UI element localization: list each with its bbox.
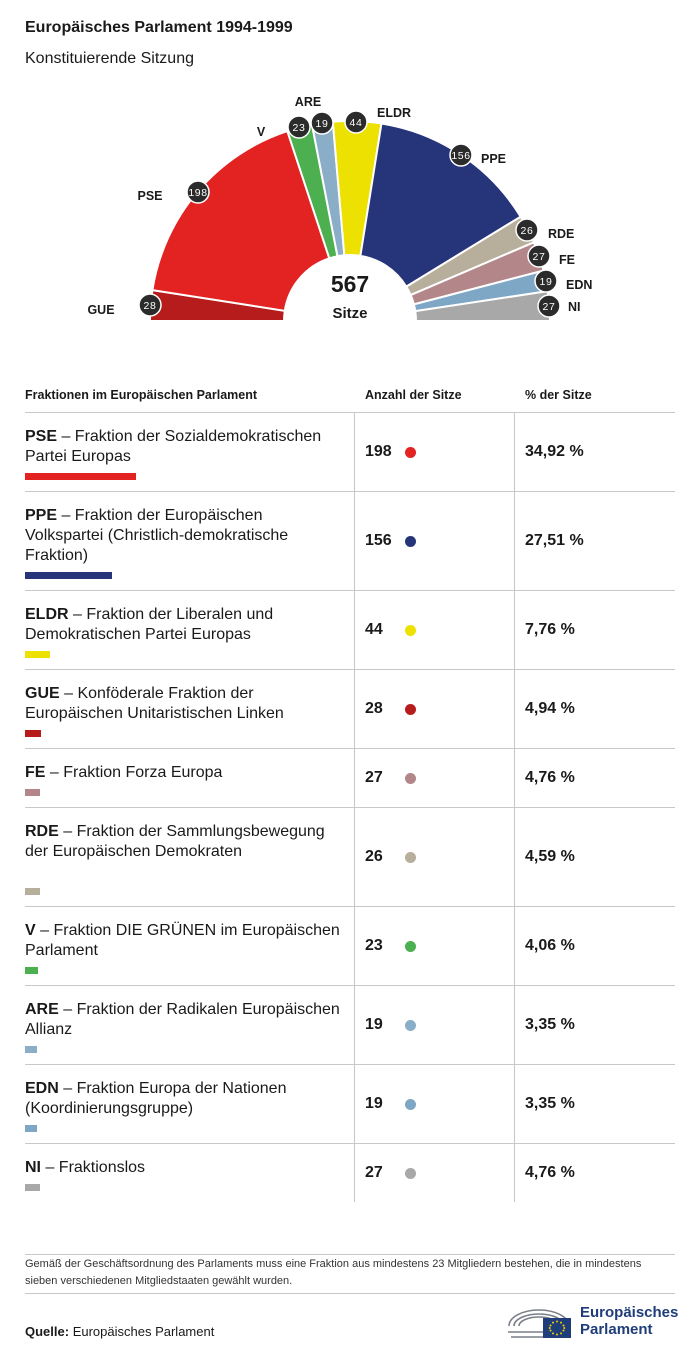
header-seats: Anzahl der Sitze [365, 388, 462, 402]
share-bar [25, 651, 50, 658]
seat-count: 19 [365, 1095, 383, 1112]
group-label: PSE [137, 189, 163, 203]
footer-divider [25, 1254, 675, 1255]
group-color-dot [405, 625, 416, 636]
ep-logo [505, 1302, 680, 1342]
share-bar [25, 572, 112, 579]
table-row [25, 591, 675, 670]
seat-badge-value: 19 [315, 118, 329, 130]
seat-count: 27 [365, 1164, 383, 1181]
total-seats-label: Sitze [332, 305, 368, 322]
group-name: – Fraktion der Sozialdemokratischen Partei Europas [25, 428, 322, 465]
group-description [25, 921, 345, 961]
seat-percent: 4,76 % [525, 769, 575, 786]
seat-count: 26 [365, 848, 383, 865]
group-name: – Fraktion DIE GRÜNEN im Europäischen Parlament [25, 922, 340, 959]
group-abbr: RDE [25, 823, 59, 840]
group-abbr: GUE [25, 685, 60, 702]
group-name: – Fraktion der Sammlungsbewegung der Europäischen Demokraten [25, 823, 325, 860]
seat-count: 28 [365, 700, 383, 717]
group-label: RDE [548, 227, 575, 241]
source-label: Quelle: [25, 1324, 70, 1339]
group-name: – Fraktionslos [41, 1159, 146, 1176]
share-bar [25, 473, 136, 480]
table-row [25, 986, 675, 1065]
group-description [25, 1079, 345, 1119]
footnote: Gemäß der Geschäftsordnung des Parlaments muss eine Fraktion aus mindestens 23 Mitgliedern bestehen, die in mindestens sieben verschiedenen Mitgliedstaaten gewählt wurden. [25, 1258, 642, 1287]
seat-badge-value: 19 [539, 276, 553, 288]
logo-wordmark [580, 1304, 678, 1338]
group-abbr: FE [25, 764, 46, 781]
seat-percent: 34,92 % [525, 443, 584, 460]
group-description [25, 763, 345, 783]
table-row [25, 492, 675, 591]
page-title: Europäisches Parlament 1994-1999 [25, 19, 293, 36]
group-abbr: EDN [25, 1080, 59, 1097]
group-description [25, 605, 345, 645]
seat-percent: 4,59 % [525, 848, 575, 865]
seat-badge-value: 44 [349, 117, 363, 129]
group-abbr: NI [25, 1159, 41, 1176]
group-color-dot [405, 852, 416, 863]
group-abbr: PSE [25, 428, 58, 445]
header-percent: % der Sitze [525, 388, 592, 402]
group-name: – Fraktion Europa der Nationen (Koordinierungsgruppe) [25, 1080, 287, 1117]
seat-badge-value: 23 [292, 122, 306, 134]
seat-badge-value: 28 [143, 300, 157, 312]
seat-percent: 4,06 % [525, 937, 575, 954]
footer-divider [25, 1293, 675, 1294]
group-color-dot [405, 536, 416, 547]
group-abbr: PPE [25, 507, 58, 524]
group-abbr: V [25, 922, 36, 939]
ep-hemicycle-logo-icon [505, 1302, 575, 1342]
source-value: Europäisches Parlament [69, 1324, 215, 1339]
hemicycle-chart [0, 85, 700, 335]
group-description [25, 1000, 345, 1040]
group-description [25, 684, 345, 724]
group-name: – Fraktion der Radikalen Europäischen Allianz [25, 1001, 340, 1038]
logo-line-2: Parlament [580, 1321, 653, 1338]
table-row [25, 670, 675, 749]
logo-line-1: Europäisches [580, 1304, 679, 1321]
seat-percent: 7,76 % [525, 621, 575, 638]
group-label: FE [559, 253, 575, 267]
group-color-dot [405, 1020, 416, 1031]
share-bar [25, 1184, 40, 1191]
seat-percent: 4,76 % [525, 1164, 575, 1181]
group-abbr: ARE [25, 1001, 59, 1018]
group-abbr: ELDR [25, 606, 69, 623]
source [25, 1324, 214, 1339]
share-bar [25, 789, 40, 796]
group-label: PPE [481, 152, 507, 166]
share-bar [25, 730, 41, 737]
seat-count: 19 [365, 1016, 383, 1033]
group-description [25, 1158, 345, 1178]
seat-badge-value: 27 [532, 251, 546, 263]
seat-count: 156 [365, 532, 392, 549]
table-body [25, 413, 675, 1202]
share-bar [25, 1046, 37, 1053]
group-description [25, 427, 345, 467]
group-label: ARE [294, 95, 322, 109]
group-label: ELDR [377, 106, 412, 120]
group-color-dot [405, 1099, 416, 1110]
table-header [25, 381, 675, 413]
group-description [25, 822, 345, 862]
share-bar [25, 967, 38, 974]
group-color-dot [405, 773, 416, 784]
group-name: – Fraktion der Europäischen Volkspartei (Christlich-demokratische Fraktion) [25, 507, 289, 564]
group-name: – Konföderale Fraktion der Europäischen Unitaristischen Linken [25, 685, 284, 722]
group-color-dot [405, 447, 416, 458]
group-name: – Fraktion Forza Europa [45, 764, 223, 781]
group-label: EDN [566, 278, 593, 292]
group-label: GUE [87, 303, 115, 317]
group-description [25, 506, 345, 566]
table-row [25, 907, 675, 986]
table-row [25, 1144, 675, 1202]
group-name: – Fraktion der Liberalen und Demokratischen Partei Europas [25, 606, 274, 643]
seat-count: 23 [365, 937, 383, 954]
group-color-dot [405, 941, 416, 952]
seat-percent: 4,94 % [525, 700, 575, 717]
group-label: NI [568, 300, 581, 314]
seat-badge-value: 198 [188, 187, 208, 199]
seat-percent: 3,35 % [525, 1095, 575, 1112]
page-subtitle: Konstituierende Sitzung [25, 50, 194, 67]
header-group: Fraktionen im Europäischen Parlament [25, 388, 258, 402]
group-color-dot [405, 704, 416, 715]
seat-percent: 27,51 % [525, 532, 584, 549]
seat-badge-value: 156 [451, 150, 471, 162]
seat-badge-value: 26 [520, 225, 534, 237]
seat-count: 44 [365, 621, 383, 638]
group-color-dot [405, 1168, 416, 1179]
seat-count: 27 [365, 769, 383, 786]
seat-percent: 3,35 % [525, 1016, 575, 1033]
table-row [25, 749, 675, 808]
table-row [25, 413, 675, 492]
table-row [25, 808, 675, 907]
seat-badge-value: 27 [542, 301, 556, 313]
groups-table [25, 381, 675, 1202]
share-bar [25, 1125, 37, 1132]
total-seats: 567 [330, 271, 370, 297]
group-label: V [256, 125, 266, 139]
seat-count: 198 [365, 443, 392, 460]
share-bar [25, 888, 40, 895]
table-row [25, 1065, 675, 1144]
